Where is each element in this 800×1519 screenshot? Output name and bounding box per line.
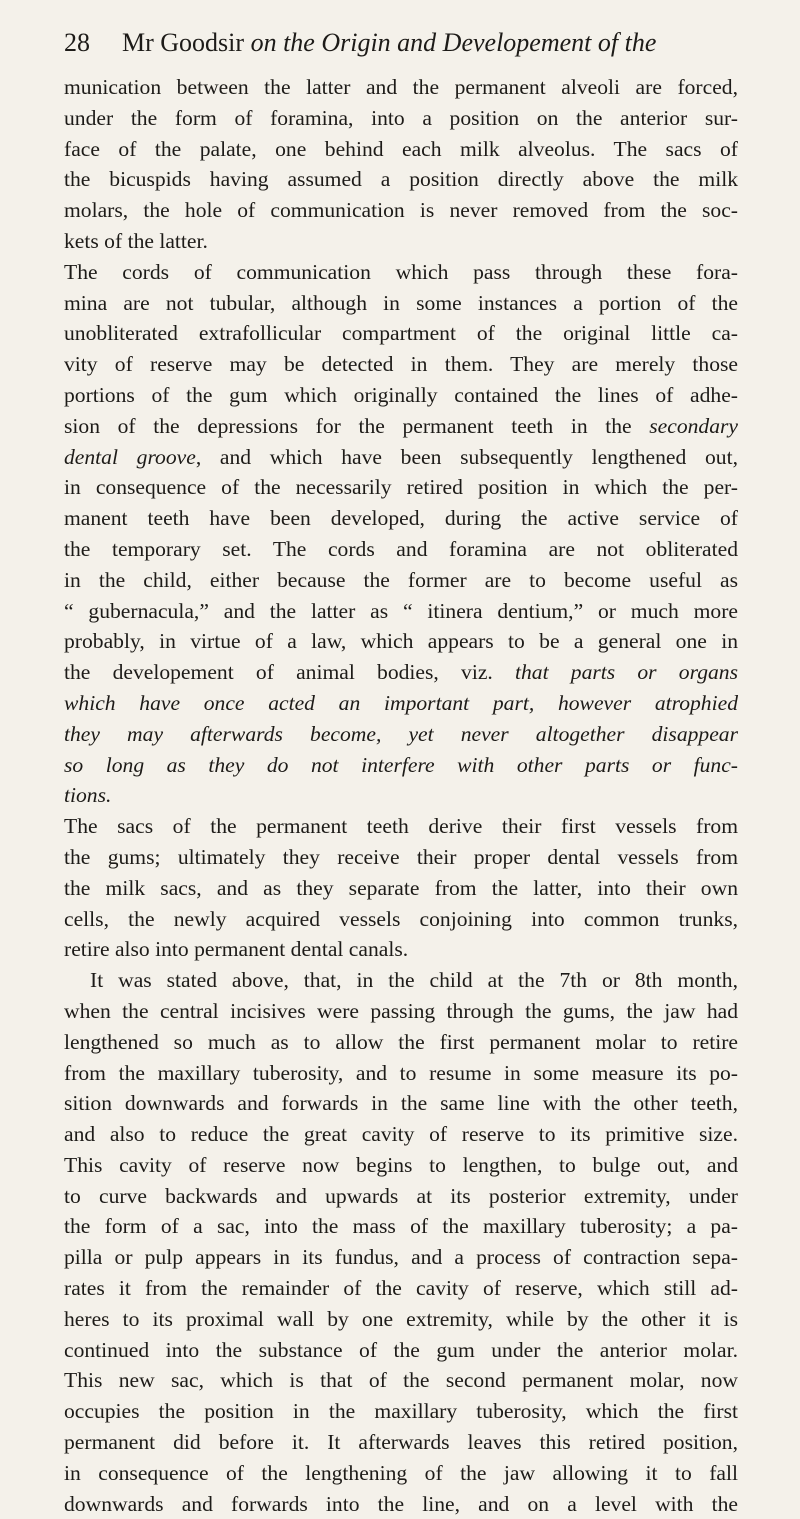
text-line (64, 1427, 738, 1458)
text-run: under the form of foramina, into a position on the anterior sur- (64, 105, 738, 130)
text-line (64, 226, 738, 257)
text-run: lengthened so much as to allow the first permanent molar to retire (64, 1029, 738, 1054)
paragraph (64, 257, 738, 811)
text-run: unobliterated extrafollicular compartment of the original little ca- (64, 321, 738, 346)
text-line (64, 750, 738, 781)
paragraph (64, 72, 738, 257)
text-line (64, 904, 738, 935)
text-run: from the maxillary tuberosity, and to resume in some measure its po- (64, 1060, 738, 1085)
text-run: pilla or pulp appears in its fundus, and a process of contraction sepa- (64, 1245, 738, 1270)
paragraph (64, 811, 738, 965)
text-line (64, 1058, 738, 1089)
text-run: munication between the latter and the permanent alveoli are forced, (64, 75, 738, 99)
text-run: to curve backwards and upwards at its posterior extremity, under (64, 1183, 738, 1208)
text-line (64, 1304, 738, 1335)
text-line (64, 657, 738, 688)
text-line (64, 1396, 738, 1427)
text-run: sion of the depressions for the permanent teeth in the (64, 413, 650, 438)
text-line (64, 1027, 738, 1058)
text-line (64, 626, 738, 657)
running-head (64, 28, 738, 62)
text-line (64, 1335, 738, 1366)
text-line (64, 103, 738, 134)
text-line (64, 349, 738, 380)
text-line (64, 996, 738, 1027)
text-line (64, 534, 738, 565)
text-run: The sacs of the permanent teeth derive their first vessels from (64, 814, 738, 839)
text-line (64, 442, 738, 473)
text-run: the form of a sac, into the mass of the maxillary tuberosity; a pa- (64, 1214, 738, 1239)
text-run: portions of the gum which originally contained the lines of adhe- (64, 382, 738, 407)
text-run: cells, the newly acquired vessels conjoining into common trunks, (64, 906, 738, 931)
text-line (64, 472, 738, 503)
text-run: and also to reduce the great cavity of reserve to its primitive size. (64, 1122, 738, 1147)
text-line (64, 1150, 738, 1181)
text-run: occupies the position in the maxillary tuberosity, which the first (64, 1399, 738, 1424)
text-run: heres to its proximal wall by one extremity, while by the other it is (64, 1306, 738, 1331)
text-line (64, 411, 738, 442)
text-run: manent teeth have been developed, during the active service of (64, 506, 738, 531)
page-number: 28 (64, 28, 90, 57)
text-line (64, 318, 738, 349)
text-line (64, 1088, 738, 1119)
text-run: rates it from the remainder of the cavity of reserve, which still ad- (64, 1276, 738, 1301)
text-line (64, 1119, 738, 1150)
text-line (64, 780, 738, 811)
text-run: the gums; ultimately they receive their proper dental vessels from (64, 844, 738, 869)
italic-text: secondary (649, 413, 738, 438)
italic-text: dental groove (64, 444, 196, 469)
text-line (64, 842, 738, 873)
italic-text: so long as they do not interfere with other parts or func- (64, 752, 738, 777)
text-line (64, 503, 738, 534)
italic-text: they may afterwards become, yet never altogether disappear (64, 721, 738, 746)
text-run: the bicuspids having assumed a position directly above the milk (64, 167, 738, 192)
text-run: in consequence of the lengthening of the jaw allowing it to fall (64, 1460, 738, 1485)
text-run: the milk sacs, and as they separate from the latter, into their own (64, 875, 738, 900)
italic-text: which have once acted an important part, however atrophied (64, 690, 738, 715)
text-run: , and which have been subsequently lengthened out, (195, 444, 738, 469)
text-run: permanent did before it. It afterwards leaves this retired position, (64, 1430, 738, 1455)
text-run: molars, the hole of communication is never removed from the soc- (64, 198, 738, 223)
text-run: probably, in virtue of a law, which appears to be a general one in (64, 629, 738, 654)
text-run: sition downwards and forwards in the same line with the other teeth, (64, 1091, 738, 1116)
text-line (64, 380, 738, 411)
text-run: the temporary set. The cords and foramina are not obliterated (64, 536, 738, 561)
text-run: retire also into permanent dental canals. (64, 937, 409, 962)
running-title-author: Mr Goodsir (122, 28, 251, 57)
text-run: in consequence of the necessarily retired position in which the per- (64, 475, 738, 500)
running-title-italic: on the Origin and Developement of the (250, 28, 657, 57)
text-run: This new sac, which is that of the second permanent molar, now (64, 1368, 738, 1393)
text-line (64, 873, 738, 904)
text-line (64, 134, 738, 165)
text-run: the developement of animal bodies, viz. (64, 660, 515, 685)
text-run: This cavity of reserve now begins to lengthen, to bulge out, and (64, 1152, 738, 1177)
text-line (64, 688, 738, 719)
text-line (64, 1489, 738, 1519)
text-line (64, 565, 738, 596)
text-run: face of the palate, one behind each milk alveolus. The sacs of (64, 136, 738, 161)
text-line (64, 934, 738, 965)
text-line (64, 72, 738, 103)
text-line (64, 195, 738, 226)
text-run: mina are not tubular, although in some instances a portion of the (64, 290, 738, 315)
text-line (64, 1242, 738, 1273)
text-line (64, 288, 738, 319)
text-line (64, 257, 738, 288)
text-run: in the child, either because the former are to become useful as (64, 567, 738, 592)
text-line (64, 811, 738, 842)
body-text (64, 72, 738, 1519)
text-run: The cords of communication which pass through these fora- (64, 259, 738, 284)
text-line (64, 719, 738, 750)
text-run: It was stated above, that, in the child at the 7th or 8th month, (90, 968, 738, 993)
italic-text: that parts or organs (515, 660, 738, 685)
text-line (64, 1181, 738, 1212)
text-run: “ gubernacula,” and the latter as “ itinera dentium,” or much more (64, 598, 738, 623)
text-run: downwards and forwards into the line, and on a level with the (64, 1491, 738, 1516)
text-run: kets of the latter. (64, 228, 208, 253)
text-line (64, 596, 738, 627)
text-line (64, 1211, 738, 1242)
text-run: continued into the substance of the gum under the anterior molar. (64, 1337, 738, 1362)
text-run: when the central incisives were passing through the gums, the jaw had (64, 998, 738, 1023)
text-line (64, 965, 738, 996)
text-line (64, 1273, 738, 1304)
text-run: vity of reserve may be detected in them. They are merely those (64, 352, 738, 377)
running-title (122, 28, 656, 58)
text-line (64, 1458, 738, 1489)
paragraph (64, 965, 738, 1519)
italic-text: tions. (64, 783, 112, 808)
text-line (64, 1365, 738, 1396)
text-line (64, 164, 738, 195)
